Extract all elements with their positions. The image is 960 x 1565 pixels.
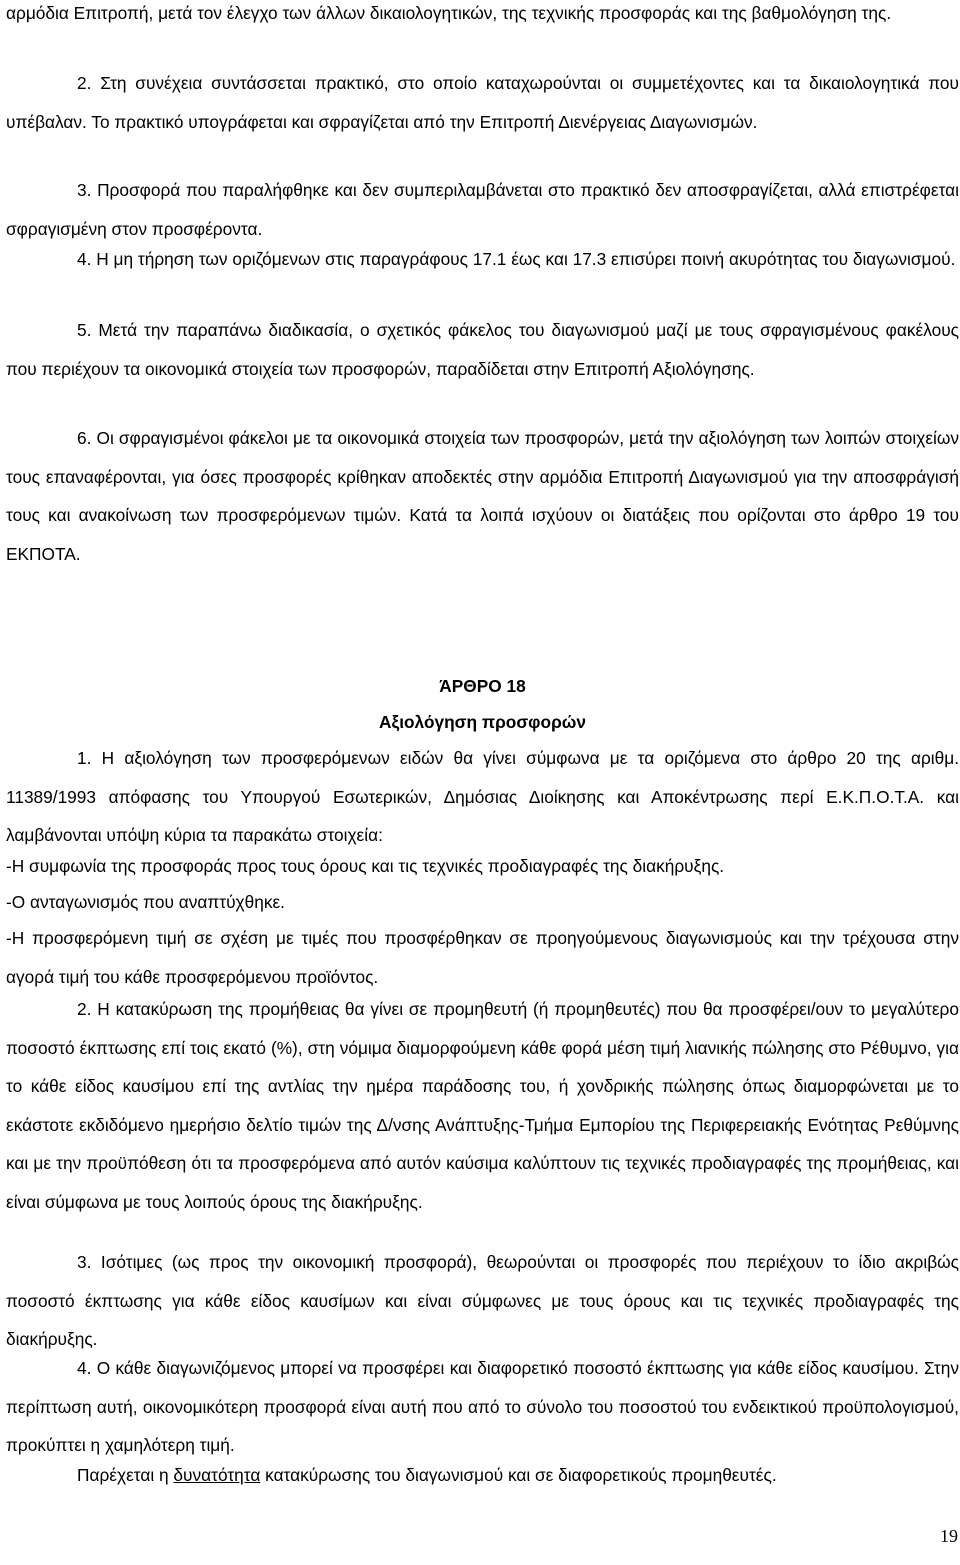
paragraph-text: κατακύρωσης του διαγωνισμού και σε διαφορετικούς προμηθευτές. bbox=[265, 1465, 777, 1485]
article-paragraph-last bbox=[6, 1456, 959, 1495]
criterion-conformity: -Η συμφωνία της προσφοράς προς τους όρους και τις τεχνικές προδιαγραφές της διακήρυξης. bbox=[6, 856, 725, 876]
paragraph-text: Μετά την παραπάνω διαδικασία, ο σχετικός φάκελος του διαγωνισμού μαζί με τους σφραγισμένους φακέλους που περιέχουν τα οικονομικά στοιχεία των προσφορών, παραδίδεται στην Επιτροπή Αξιολόγησης. bbox=[6, 320, 959, 379]
paragraph-intro bbox=[6, 0, 959, 33]
paragraph-3 bbox=[6, 171, 959, 248]
criterion-price: -Η προσφερόμενη τιμή σε σχέση με τιμές που προσφέρθηκαν σε προηγούμενους διαγωνισμούς και την τρέχουσα στην αγορά τιμή του κάθε προσφερόμενου προϊόντος. bbox=[6, 928, 959, 987]
paragraph-number: 2. bbox=[77, 999, 92, 1019]
paragraph-text: Η αξιολόγηση των προσφερόμενων ειδών θα γίνει σύμφωνα με τα οριζόμενα στο άρθρο 20 της αριθμ. 11389/1993 απόφασης του Υπουργού Εσωτερικών, Δημόσιας Διοίκησης και Αποκέντρωσης περί Ε.Κ.Π.Ο.Τ.Α. και λαμβάνονται υπόψη κύρια τα παρακάτω στοιχεία: bbox=[6, 748, 959, 846]
paragraph-number: 4. bbox=[77, 1358, 92, 1378]
article-paragraph-2 bbox=[6, 990, 959, 1222]
paragraph-text: Η μη τήρηση των οριζόμενων στις παραγράφους 17.1 έως και 17.3 επισύρει ποινή ακυρότητας του διαγωνισμού. bbox=[96, 249, 956, 269]
paragraph-number: 2. bbox=[77, 73, 92, 93]
paragraph-text: Προσφορά που παραλήφθηκε και δεν συμπεριλαμβάνεται στο πρακτικό δεν αποσφραγίζεται, αλλά επιστρέφεται σφραγισμένη στον προσφέροντα. bbox=[6, 180, 959, 239]
paragraph-number: 5. bbox=[77, 320, 92, 340]
paragraph-number: 6. bbox=[77, 428, 92, 448]
article-heading: ΆΡΘΡΟ 18 bbox=[439, 676, 526, 696]
paragraph-number: 4. bbox=[77, 249, 92, 269]
paragraph-text: Η κατακύρωση της προμήθειας θα γίνει σε προμηθευτή (ή προμηθευτές) που θα προσφέρει/ουν το μεγαλύτερο ποσοστό έκπτωσης επί τοις εκατό (%), στη νόμιμα διαμορφούμενη κάθε φορά μέση τιμή λιανικής πώλησης στο Ρέθυμνο, για το κάθε είδος καυσίμου επί της αντλίας την ημέρα παράδοσης του, ή χονδρικής πώλησης όπως διαμορφώνεται με το εκάστοτε εκδιδόμενο ημερήσιο δελτίο τιμών της Δ/νσης Ανάπτυξης-Τμήμα Εμπορίου της Περιφερειακής Ενότητας Ρεθύμνης και με την προϋπόθεση ότι τα προσφερόμενα από αυτόν καύσιμα καλύπτουν τις τεχνικές προδιαγραφές της προμήθειας, και είναι σύμφωνα με τους λοιπούς όρους της διακήρυξης. bbox=[6, 999, 959, 1212]
paragraph-text: Στη συνέχεια συντάσσεται πρακτικό, στο οποίο καταχωρούνται οι συμμετέχοντες και τα δικαιολογητικά που υπέβαλαν. Το πρακτικό υπογράφεται και σφραγίζεται από την Επιτροπή Διενέργειας Διαγωνισμών. bbox=[6, 73, 959, 132]
page-number: 19 bbox=[940, 1526, 958, 1546]
paragraph-text: Παρέχεται η bbox=[77, 1465, 169, 1485]
article-paragraph-1 bbox=[6, 739, 959, 855]
paragraph-text: Ο κάθε διαγωνιζόμενος μπορεί να προσφέρει και διαφορετικό ποσοστό έκπτωσης για κάθε είδος καυσίμου. Στην περίπτωση αυτή, οικονομικότερη προσφορά είναι αυτή που από το σύνολο του ποσοστού του ενδεικτικού προϋπολογισμού, προκύπτει η χαμηλότερη τιμή. bbox=[6, 1358, 959, 1456]
article-paragraph-3 bbox=[6, 1243, 959, 1359]
document-page bbox=[6, 0, 959, 1565]
criterion-competition: -Ο ανταγωνισμός που αναπτύχθηκε. bbox=[6, 892, 285, 912]
article-paragraph-4 bbox=[6, 1349, 959, 1465]
paragraph-2 bbox=[6, 64, 959, 141]
paragraph-4 bbox=[6, 240, 959, 279]
paragraph-text: Οι σφραγισμένοι φάκελοι με τα οικονομικά στοιχεία των προσφορών, μετά την αξιολόγηση των λοιπών στοιχείων τους επαναφέρονται, για όσες προσφορές κρίθηκαν αποδεκτές στην αρμόδια Επιτροπή Διαγωνισμού για την αποσφράγισή τους και ανακοίνωση των προσφερόμενων τιμών. Κατά τα λοιπά ισχύουν οι διατάξεις που ορίζονται στο άρθρο 19 του ΕΚΠΟΤΑ. bbox=[6, 428, 959, 564]
paragraph-5 bbox=[6, 311, 959, 388]
paragraph-text: Ισότιμες (ως προς την οικονομική προσφορά), θεωρούνται οι προσφορές που περιέχουν το ίδιο ακριβώς ποσοστό έκπτωσης για κάθε είδος καυσίμων και είναι σύμφωνες με τους όρους και τις τεχνικές προδιαγραφές της διακήρυξης. bbox=[6, 1252, 959, 1350]
paragraph-number: 3. bbox=[77, 180, 92, 200]
paragraph-number: 3. bbox=[77, 1252, 92, 1272]
article-subheading: Αξιολόγηση προσφορών bbox=[379, 712, 586, 732]
paragraph-text: αρμόδια Επιτροπή, μετά τον έλεγχο των άλλων δικαιολογητικών, της τεχνικής προσφοράς και της βαθμολόγηση της. bbox=[6, 3, 892, 23]
paragraph-number: 1. bbox=[77, 748, 92, 768]
paragraph-6 bbox=[6, 419, 959, 573]
underlined-term: δυνατότητα bbox=[173, 1465, 261, 1485]
